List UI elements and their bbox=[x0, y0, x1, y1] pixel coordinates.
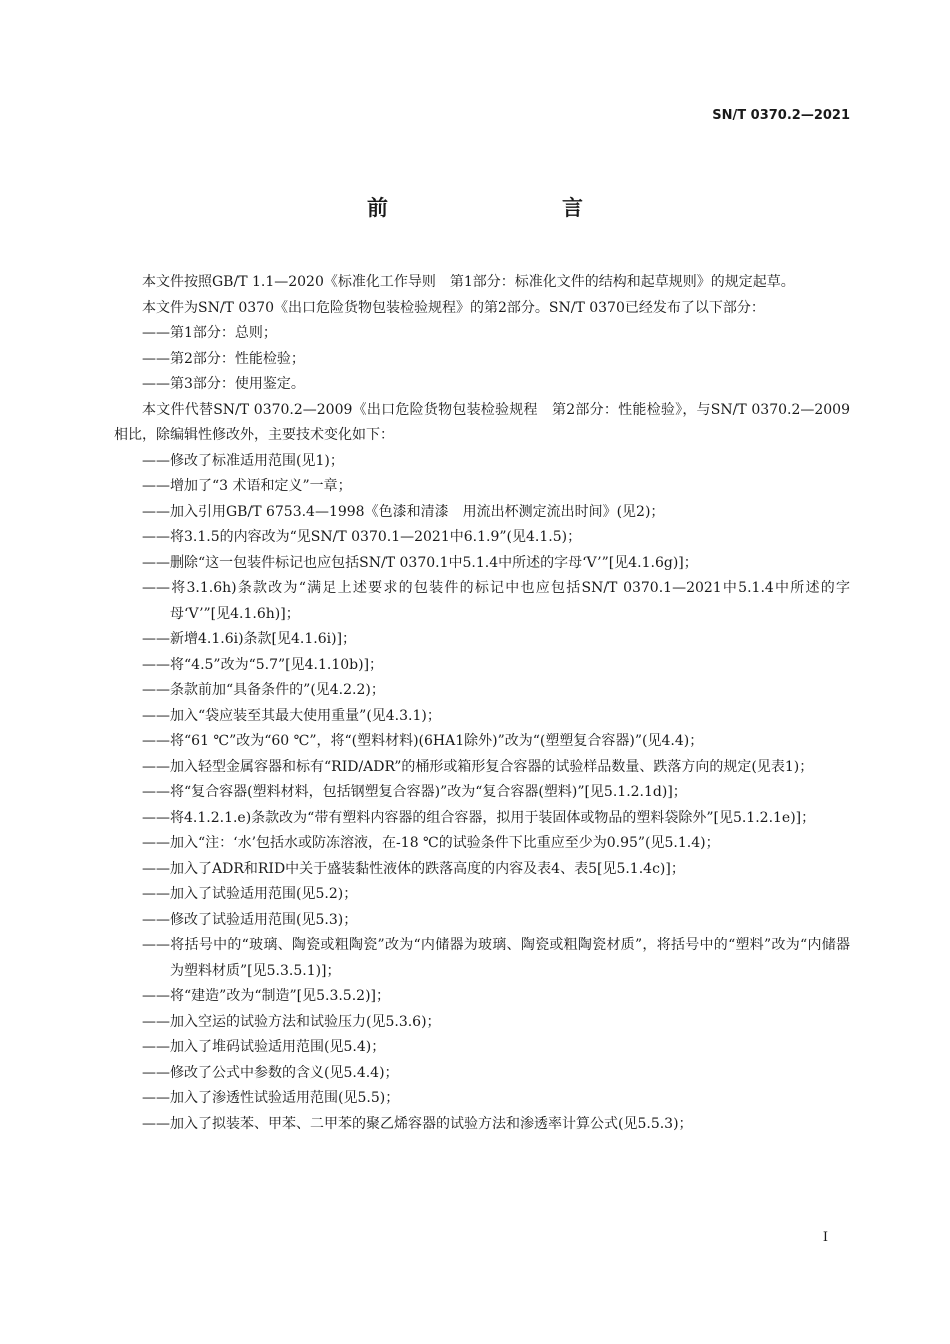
list-item: ——将“建造”改为“制造”[见5.3.5.2)]； bbox=[142, 988, 390, 1004]
list-item: ——加入了堆码试验适用范围(见5.4)； bbox=[142, 1039, 386, 1055]
paragraph-drafting-basis: 本文件按照GB/T 1.1—2020《标准化工作导则 第1部分：标准化文件的结构和起草规则》的规定起草。 bbox=[142, 274, 795, 290]
list-item: ——加入了ADR和RID中关于盛装黏性液体的跌落高度的内容及表4、表5[见5.1.4c)]； bbox=[142, 860, 685, 877]
list-item: ——加入引用GB/T 6753.4—1998《色漆和清漆 用流出杯测定流出时间》(见2)； bbox=[142, 503, 665, 520]
list-item: ——第2部分：性能检验； bbox=[142, 350, 305, 367]
list-item: ——增加了“3 术语和定义”一章； bbox=[142, 478, 352, 494]
page-title: 前 言 bbox=[367, 196, 627, 220]
page-number: I bbox=[822, 1230, 828, 1245]
list-item: ——将3.1.6h)条款改为“满足上述要求的包装件的标记中也应包括SN/T 0370.1—2021中5.1.4中所述的字母‘V’”[见4.1.6h)]； bbox=[142, 580, 850, 622]
list-item: ——将“61 ℃”改为“60 ℃”，将“(塑料材料)(6HA1除外)”改为“(塑塑复合容器)”(见4.4)； bbox=[142, 733, 704, 749]
list-item: ——加入“注：‘水’包括水或防冻溶液，在-18 ℃的试验条件下比重应至少为0.95”(见5.1.4)； bbox=[142, 835, 720, 851]
list-item: ——将4.1.2.1.e)条款改为“带有塑料内容器的组合容器，拟用于装固体或物品的塑料袋除外”[见5.1.2.1e)]； bbox=[142, 809, 816, 826]
list-item: ——加入“袋应装至其最大使用重量”(见4.3.1)； bbox=[142, 707, 441, 724]
list-item: ——加入了试验适用范围(见5.2)； bbox=[142, 886, 358, 902]
list-item: ——加入轻型金属容器和标有“RID/ADR”的桶形或箱形复合容器的试验样品数量、跌落方向的规定(见表1)； bbox=[142, 758, 814, 775]
foreword-body bbox=[114, 270, 850, 1137]
list-item: ——第3部分：使用鉴定。 bbox=[142, 376, 305, 392]
standard-code: SN/T 0370.2—2021 bbox=[712, 108, 850, 123]
list-item: ——新增4.1.6i)条款[见4.1.6i)]； bbox=[142, 631, 357, 647]
list-item: ——加入空运的试验方法和试验压力(见5.3.6)； bbox=[142, 1013, 441, 1030]
list-item: ——第1部分：总则； bbox=[142, 325, 277, 341]
list-item: ——修改了标准适用范围(见1)； bbox=[142, 452, 344, 469]
list-item: ——修改了公式中参数的含义(见5.4.4)； bbox=[142, 1064, 399, 1081]
list-item: ——将“4.5”改为“5.7”[见4.1.10b)]； bbox=[142, 656, 384, 673]
list-item: ——将3.1.5的内容改为“见SN/T 0370.1—2021中6.1.9”(见4.1.5)； bbox=[142, 529, 582, 545]
list-item: ——条款前加“具备条件的”(见4.2.2)； bbox=[142, 682, 385, 698]
paragraph-replacement: 本文件代替SN/T 0370.2—2009《出口危险货物包装检验规程 第2部分：性能检验》，与SN/T 0370.2—2009相比，除编辑性修改外，主要技术变化如下： bbox=[114, 401, 850, 443]
list-item: ——将括号中的“玻璃、陶瓷或粗陶瓷”改为“内储器为玻璃、陶瓷或粗陶瓷材质”，将括号中的“塑料”改为“内储器为塑料材质”[见5.3.5.1)]； bbox=[142, 937, 850, 979]
list-item: ——将“复合容器(塑料材料，包括钢塑复合容器)”改为“复合容器(塑料)”[见5.1.2.1d)]； bbox=[142, 784, 687, 800]
paragraph-document-parts: 本文件为SN/T 0370《出口危险货物包装检验规程》的第2部分。SN/T 0370已经发布了以下部分： bbox=[142, 299, 765, 316]
list-item: ——加入了渗透性试验适用范围(见5.5)； bbox=[142, 1090, 400, 1106]
list-item: ——加入了拟装苯、甲苯、二甲苯的聚乙烯容器的试验方法和渗透率计算公式(见5.5.3)； bbox=[142, 1115, 693, 1132]
list-item: ——修改了试验适用范围(见5.3)； bbox=[142, 911, 358, 928]
list-item: ——删除“这一包装件标记也应包括SN/T 0370.1中5.1.4中所述的字母‘V’”[见4.1.6g)]； bbox=[142, 554, 698, 571]
